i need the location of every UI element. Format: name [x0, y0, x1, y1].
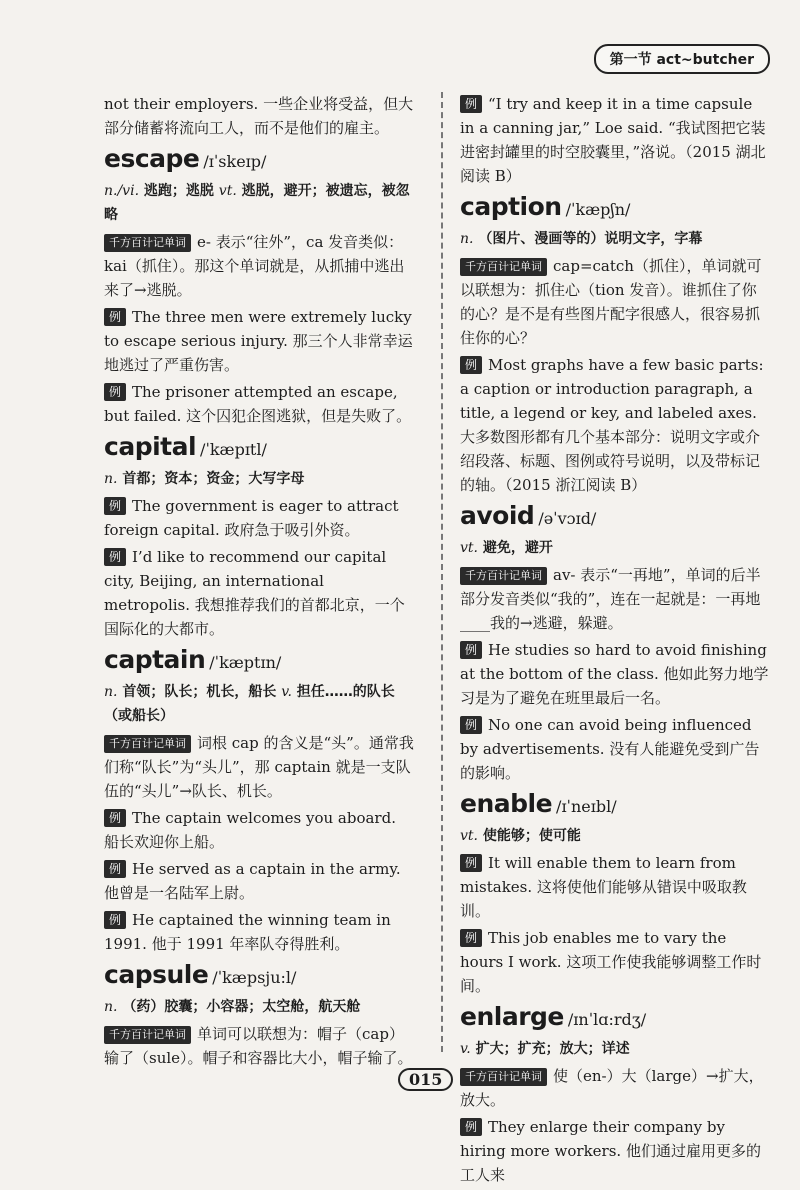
page-number: 015 — [398, 1068, 453, 1091]
example-sentence: 例 “I try and keep it in a time capsule in a canning jar,” Loe said. “我试图把它装进密封罐里的时空胶囊里，”洛说。（2015 湖北阅读 B） — [460, 95, 766, 185]
memory-tag: 千方百计记单词 — [460, 1068, 547, 1086]
memory-tip: 千方百计记单词 e- 表示“往外”，ca 发音类似：kai（抓住）。那这个单词就是，从抓捕中逃出来了→逃脱。 — [104, 233, 405, 299]
example-sentence: 例 This job enables me to vary the hours I work. 这项工作使我能够调整工作时间。 — [460, 929, 762, 995]
example-sentence: 例 He studies so hard to avoid finishing at the bottom of the class. 他如此努力地学习是为了避免在班里最后一名。 — [460, 641, 769, 707]
right-column — [460, 92, 770, 1190]
example-tag: 例 — [104, 911, 126, 929]
left-column — [104, 92, 414, 1073]
definition: v. 扩大；扩充；放大；详述 — [460, 1041, 630, 1057]
headword: avoid — [460, 501, 535, 530]
entry-enlarge — [460, 1002, 770, 1187]
memory-tag: 千方百计记单词 — [104, 1026, 191, 1044]
pronunciation: /ˈkæptɪn/ — [209, 653, 282, 672]
memory-tag: 千方百计记单词 — [104, 234, 191, 252]
memory-tag: 千方百计记单词 — [460, 567, 547, 585]
example-sentence: 例 He served as a captain in the army. 他曾是一名陆军上尉。 — [104, 860, 401, 902]
example-tag: 例 — [104, 497, 126, 515]
pronunciation: /əˈvɔɪd/ — [538, 509, 597, 528]
memory-tip: 千方百计记单词 词根 cap 的含义是“头”。通常我们称“队长”为“头儿”，那 captain 就是一支队伍的“头儿”→队长、机长。 — [104, 734, 414, 800]
example-sentence: 例 The captain welcomes you aboard. 船长欢迎你上船。 — [104, 809, 396, 851]
entry-caption — [460, 192, 770, 497]
memory-tip: 千方百计记单词 使（en-）大（large）→扩大，放大。 — [460, 1067, 764, 1109]
definition: n. 首领；队长；机长，船长 v. 担任……的队长（或船长） — [104, 684, 395, 724]
example-tag: 例 — [460, 854, 482, 872]
definition: vt. 使能够；使可能 — [460, 828, 581, 844]
section-header: 第一节 act~butcher — [594, 44, 770, 74]
pronunciation: /ˈkæpsju:l/ — [212, 968, 297, 987]
entry-escape — [104, 144, 414, 428]
entry-capital — [104, 432, 414, 641]
entry-enable — [460, 789, 770, 998]
example-sentence: 例 They enlarge their company by hiring more workers. 他们通过雇用更多的工人来 — [460, 1118, 761, 1184]
example-sentence: 例 The government is eager to attract foreign capital. 政府急于吸引外资。 — [104, 497, 399, 539]
headword: capital — [104, 432, 197, 461]
memory-tag: 千方百计记单词 — [460, 258, 547, 276]
definition: n./vi. 逃跑；逃脱 vt. 逃脱，避开；被遗忘，被忽略 — [104, 183, 410, 223]
example-sentence: 例 I’d like to recommend our capital city, Beijing, an international metropolis. 我想推荐我们的首都北京，一个国际化的大都市。 — [104, 548, 405, 638]
example-tag: 例 — [460, 95, 482, 113]
example-sentence: 例 The three men were extremely lucky to escape serious injury. 那三个人非常幸运地逃过了严重伤害。 — [104, 308, 413, 374]
definition: vt. 避免，避开 — [460, 540, 553, 556]
pronunciation: /ˈkæpɪtl/ — [200, 440, 267, 459]
definition: n. 首都；资本；资金；大写字母 — [104, 471, 305, 487]
example-tag: 例 — [460, 929, 482, 947]
example-sentence: 例 The prisoner attempted an escape, but failed. 这个囚犯企图逃狱，但是失败了。 — [104, 383, 412, 425]
example-sentence: 例 It will enable them to learn from mistakes. 这将使他们能够从错误中吸取教训。 — [460, 854, 747, 920]
example-tag: 例 — [460, 641, 482, 659]
pronunciation: /ɪˈneɪbl/ — [556, 797, 617, 816]
memory-tip: 千方百计记单词 cap=catch（抓住），单词就可以联想为：抓住心（tion 发音）。谁抓住了你的心？是不是有些图片配字很感人，很容易抓住你的心？ — [460, 257, 762, 347]
headword: enable — [460, 789, 553, 818]
pronunciation: /ɪˈskeɪp/ — [203, 152, 267, 171]
memory-tag: 千方百计记单词 — [104, 735, 191, 753]
example-tag: 例 — [460, 356, 482, 374]
column-divider — [441, 92, 443, 1052]
definition: n. （药）胶囊；小容器；太空舱，航天舱 — [104, 999, 361, 1015]
entry-capsule — [104, 960, 414, 1070]
headword: escape — [104, 144, 200, 173]
example-tag: 例 — [104, 308, 126, 326]
entry-captain — [104, 645, 414, 956]
definition: n. （图片、漫画等的）说明文字，字幕 — [460, 231, 703, 247]
headword: caption — [460, 192, 562, 221]
entry-avoid — [460, 501, 770, 785]
example-sentence: 例 Most graphs have a few basic parts: a caption or introduction paragraph, a title, a legend or key, and labeled axes. 大多数图形都有几个基本部分：说明文字或介绍段落、标题、图例或符号说明，以及带标记的轴。（2015 浙江阅读 B） — [460, 356, 764, 494]
example-sentence: 例 He captained the winning team in 1991. 他于 1991 年率队夺得胜利。 — [104, 911, 391, 953]
headword: capsule — [104, 960, 209, 989]
example-tag: 例 — [104, 860, 126, 878]
example-tag: 例 — [104, 809, 126, 827]
example-tag: 例 — [104, 383, 126, 401]
example-sentence: 例 No one can avoid being influenced by advertisements. 没有人能避免受到广告的影响。 — [460, 716, 760, 782]
memory-tip: 千方百计记单词 av- 表示“一再地”，单词的后半部分发音类似“我的”，连在一起就是：一再地____我的→逃避，躲避。 — [460, 566, 761, 632]
headword: captain — [104, 645, 206, 674]
memory-tip: 千方百计记单词 单词可以联想为：帽子（cap）输了（sule）。帽子和容器比大小，帽子输了。 — [104, 1025, 413, 1067]
example-tag: 例 — [460, 1118, 482, 1136]
example-tag: 例 — [460, 716, 482, 734]
pronunciation: /ˈkæpʃn/ — [565, 200, 631, 219]
continuation-text: not their employers. 一些企业将受益，但大部分储蓄将流向工人，而不是他们的雇主。 — [104, 95, 414, 137]
pronunciation: /ɪnˈlɑ:rdʒ/ — [567, 1010, 647, 1029]
example-tag: 例 — [104, 548, 126, 566]
headword: enlarge — [460, 1002, 564, 1031]
